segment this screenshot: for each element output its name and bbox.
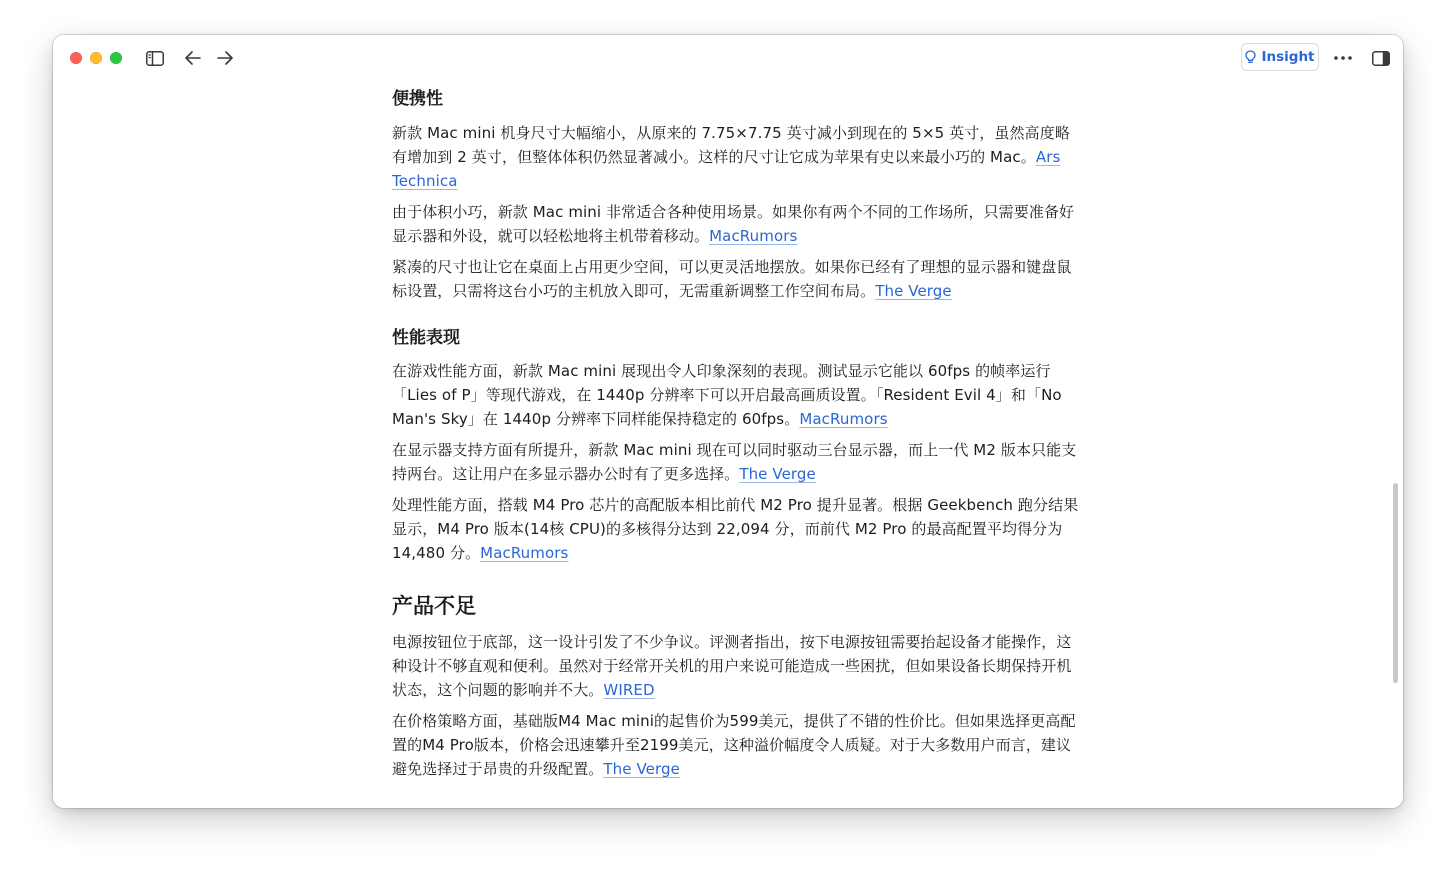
source-link[interactable]: MacRumors <box>799 410 888 428</box>
lightbulb-icon <box>1245 50 1256 64</box>
right-panel-toggle-icon[interactable] <box>1370 47 1392 69</box>
back-arrow-icon[interactable] <box>182 47 204 69</box>
bottom-edge <box>53 798 1403 808</box>
section-heading: 产品不足 <box>392 594 476 618</box>
title-bar <box>53 35 1403 81</box>
paragraph: 在游戏性能方面，新款 Mac mini 展现出令人印象深刻的表现。测试显示它能以 60fps 的帧率运行「Lies of P」等现代游戏，在 1440p 分辨率下可以开启最高画质设置。「Resident Evil 4」和「No Man's Sky」在 1440p 分辨率下同样能保持稳定的 60fps。MacRumors <box>392 362 1062 428</box>
paragraph: 处理性能方面，搭载 M4 Pro 芯片的高配版本相比前代 M2 Pro 提升显著。根据 Geekbench 跑分结果显示，M4 Pro 版本(14核 CPU)的多核得分达到 22,094 分，而前代 M2 Pro 的最高配置平均得分为 14,480 分。MacRumors <box>392 496 1079 562</box>
minimize-window-button[interactable] <box>90 52 102 64</box>
section-heading: 便携性 <box>392 89 443 109</box>
paragraph: 由于体积小巧，新款 Mac mini 非常适合各种使用场景。如果你有两个不同的工作场所，只需要准备好显示器和外设，就可以轻松地将主机带着移动。MacRumors <box>392 203 1075 245</box>
more-options-icon[interactable] <box>1332 47 1354 69</box>
paragraph: 紧凑的尺寸也让它在桌面上占用更少空间，可以更灵活地摆放。如果你已经有了理想的显示器和键盘鼠标设置，只需将这台小巧的主机放入即可，无需重新调整工作空间布局。The Verge <box>392 258 1072 300</box>
paragraph: 新款 Mac mini 机身尺寸大幅缩小，从原来的 7.75×7.75 英寸减小到现在的 5×5 英寸，虽然高度略有增加到 2 英寸，但整体体积仍然显著减小。这样的尺寸让它成为苹果有史以来最小巧的 Mac。Ars Technica <box>392 124 1070 190</box>
insight-button[interactable] <box>1241 43 1319 71</box>
insight-label: Insight <box>1261 49 1315 65</box>
app-window <box>53 35 1403 808</box>
article-content <box>392 87 1082 781</box>
source-link[interactable]: WIRED <box>603 681 655 699</box>
vertical-scrollbar[interactable] <box>1393 483 1398 683</box>
forward-arrow-icon[interactable] <box>214 47 236 69</box>
paragraph: 电源按钮位于底部，这一设计引发了不少争议。评测者指出，按下电源按钮需要抬起设备才能操作，这种设计不够直观和便利。虽然对于经常开关机的用户来说可能造成一些困扰，但如果设备长期保持开机状态，这个问题的影响并不大。WIRED <box>392 633 1072 699</box>
source-link[interactable]: MacRumors <box>480 544 569 562</box>
paragraph: 在显示器支持方面有所提升，新款 Mac mini 现在可以同时驱动三台显示器，而上一代 M2 版本只能支持两台。这让用户在多显示器办公时有了更多选择。The Verge <box>392 441 1077 483</box>
source-link[interactable]: The Verge <box>875 282 952 300</box>
source-link[interactable]: The Verge <box>739 465 816 483</box>
source-link[interactable]: Ars Technica <box>392 148 1061 190</box>
source-link[interactable]: MacRumors <box>709 227 798 245</box>
source-link[interactable]: The Verge <box>603 760 680 778</box>
close-window-button[interactable] <box>70 52 82 64</box>
sidebar-toggle-icon[interactable] <box>144 47 166 69</box>
section-heading: 性能表现 <box>392 328 460 348</box>
paragraph: 在价格策略方面，基础版M4 Mac mini的起售价为599美元，提供了不错的性价比。但如果选择更高配置的M4 Pro版本，价格会迅速攀升至2199美元，这种溢价幅度令人质疑。对于大多数用户而言，建议避免选择过于昂贵的升级配置。The Verge <box>392 712 1076 778</box>
zoom-window-button[interactable] <box>110 52 122 64</box>
